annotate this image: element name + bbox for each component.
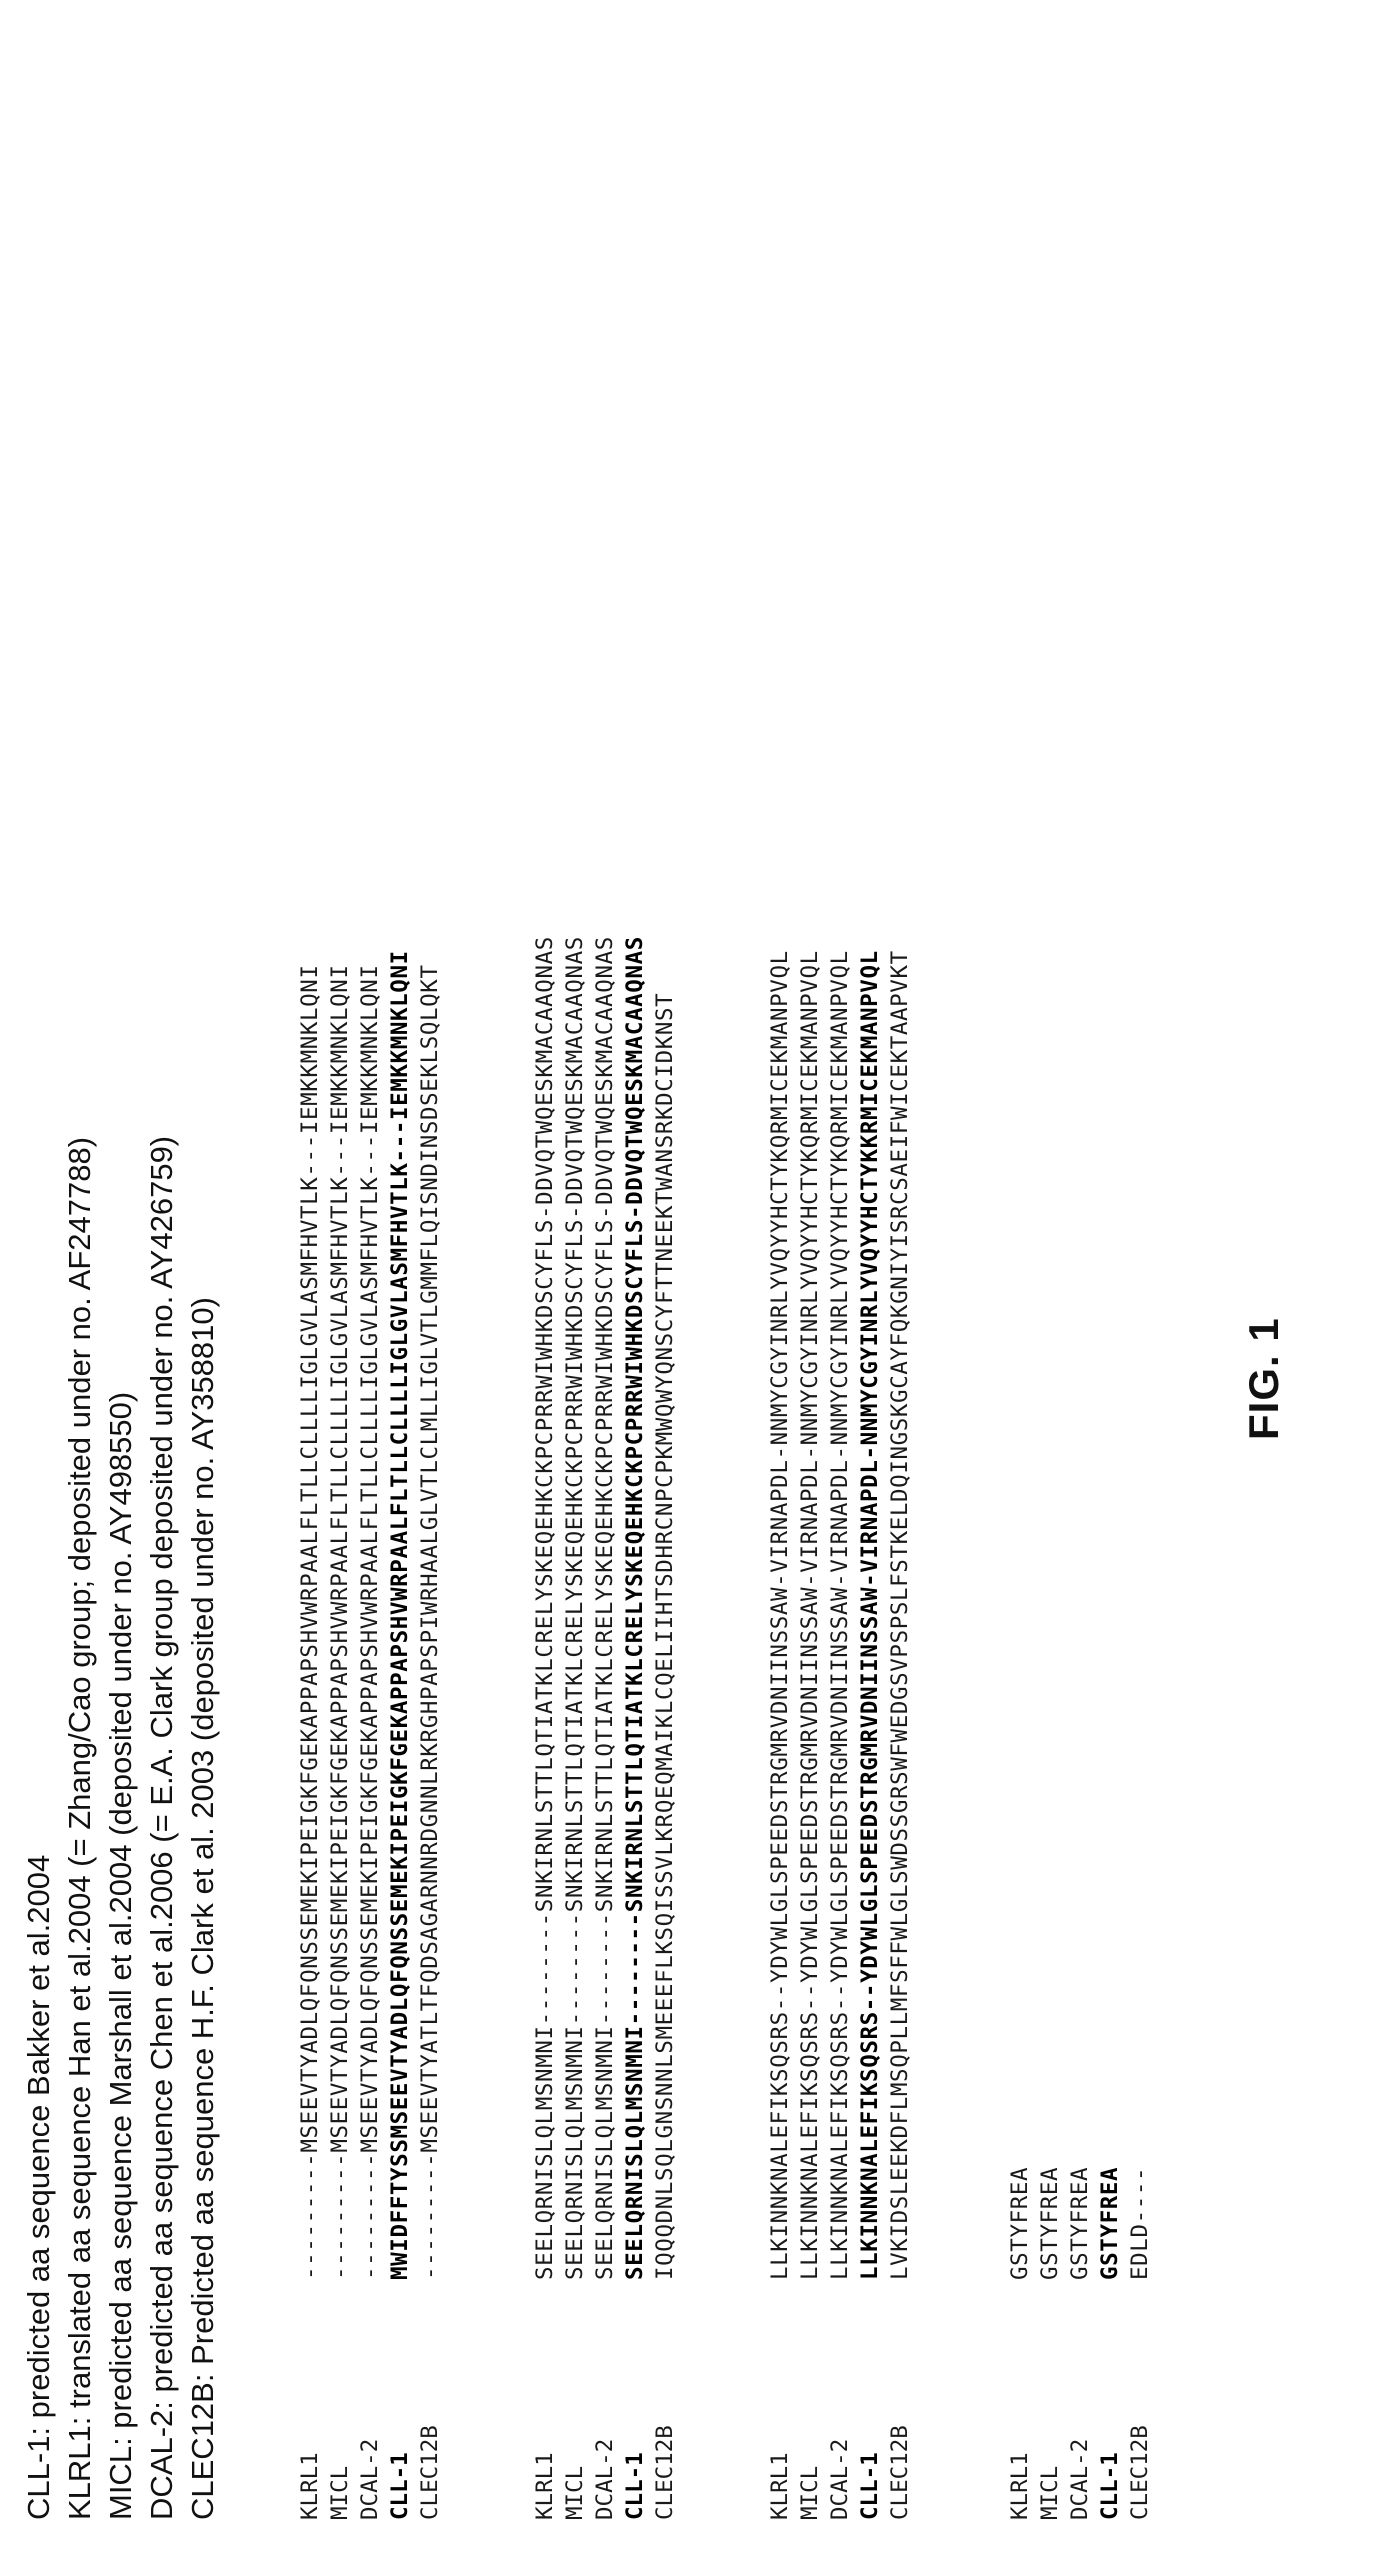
alignment-row: [1035, 40, 1065, 2520]
sequence-residues: LLKINNKNALEFIKSQSRS--YDYWLGLSPEEDSTRGMRVDNIINSSAW-VIRNAPDL-NNMYCGYINRLYVQYYHCTYKKRMICEKMANPVQL: [857, 950, 883, 2280]
sequence-residues: ---------MSEEVTYADLQFQNSSEMEKIPEIGKFGEKAPPAPSHVWRPAALFLTLLCLLLLIGLGVLASMFHVTLK---IEMKKMNKLQNI: [297, 964, 323, 2280]
sequence-name: DCAL-2: [1067, 2438, 1093, 2520]
sequence-residues: GSTYFREA: [1097, 2166, 1123, 2280]
alignment-row: [590, 40, 620, 2520]
sequence-residues: LLKINNKNALEFIKSQSRS--YDYWLGLSPEEDSTRGMRVDNIINSSAW-VIRNAPDL-NNMYCGYINRLYVQYYHCTYKQRMICEKMANPVQL: [827, 950, 853, 2280]
alignment-row-highlighted: [1095, 40, 1125, 2520]
alignment-block-1: [295, 40, 445, 2520]
sequence-name: CLL-1: [1097, 2452, 1123, 2520]
alignment-block-2: [530, 40, 680, 2520]
legend-line-klrl1: KLRL1: translated aa sequence Han et al.2004 (= Zhang/Cao group; deposited under no. AF247788): [62, 1136, 97, 2520]
legend-line-dcal2: DCAL-2: predicted aa sequence Chen et al.2006 (= E.A. Clark group deposited under no. AY426759): [144, 1135, 179, 2520]
alignment-row: [355, 40, 385, 2520]
sequence-residues: LLKINNKNALEFIKSQSRS--YDYWLGLSPEEDSTRGMRVDNIINSSAW-VIRNAPDL-NNMYCGYINRLYVQYYHCTYKQRMICEKMANPVQL: [767, 950, 793, 2280]
alignment-row: [1125, 40, 1155, 2520]
sequence-residues: LVKIDSLEEKDFLMSQPLLMFSFFWLGLSWDSSGRSWFWEDGSVPSPSLFSTKELDQINGSKGCAYFQKGNIYISRCSAEIFWICEKTAAPVKT: [887, 950, 913, 2280]
alignment-row-highlighted: [855, 40, 885, 2520]
sequence-residues: LLKINNKNALEFIKSQSRS--YDYWLGLSPEEDSTRGMRVDNIINSSAW-VIRNAPDL-NNMYCGYINRLYVQYYHCTYKQRMICEKMANPVQL: [797, 950, 823, 2280]
sequence-name: DCAL-2: [357, 2438, 383, 2520]
sequence-name: MICL: [1037, 2465, 1063, 2520]
sequence-residues: SEELQRNISLQLMSNMNI--------SNKIRNLSTTLQTIATKLCRELYSKEQEHKCKPCPRRWIWHKDSCYFLS-DDVQTWQESKMACAAQNAS: [532, 936, 558, 2280]
alignment-row: [530, 40, 560, 2520]
sequence-residues: GSTYFREA: [1007, 2166, 1033, 2280]
sequence-residues: SEELQRNISLQLMSNMNI--------SNKIRNLSTTLQTIATKLCRELYSKEQEHKCKPCPRRWIWHKDSCYFLS-DDVQTWQESKMACAAQNAS: [622, 936, 648, 2280]
alignment-row: [650, 40, 680, 2520]
alignment-row: [325, 40, 355, 2520]
sequence-residues: IQQQDNLSQLGNSNNLSMEEEFLKSQISSVLKRQEQMAIKLCQELIIHTSDHRCNPCPKMWQWYQNSCYFTTNEEKTWANSRKDCIDKNST: [652, 992, 678, 2280]
sequence-residues: SEELQRNISLQLMSNMNI--------SNKIRNLSTTLQTIATKLCRELYSKEQEHKCKPCPRRWIWHKDSCYFLS-DDVQTWQESKMACAAQNAS: [562, 936, 588, 2280]
sequence-name: CLL-1: [387, 2452, 413, 2520]
sequence-residues: ---------MSEEVTYATLTFQDSAGARNNRDGNNLRKRGHPAPSPIWRHAALGLVTLCLMLLIGLVTLGMMFLQISNDINSDSEKLSQLQKT: [417, 964, 443, 2280]
alignment-row: [825, 40, 855, 2520]
sequence-name: CLL-1: [857, 2452, 883, 2520]
figure-label: FIG. 1: [1240, 1317, 1287, 1440]
alignment-row: [1065, 40, 1095, 2520]
alignment-row: [1005, 40, 1035, 2520]
sequence-name: CLEC12B: [887, 2425, 913, 2520]
sequence-name: KLRL1: [297, 2452, 323, 2520]
sequence-legend: [18, 40, 223, 2520]
alignment-row: [560, 40, 590, 2520]
sequence-name: CLEC12B: [417, 2425, 443, 2520]
sequence-residues: ---------MSEEVTYADLQFQNSSEMEKIPEIGKFGEKAPPAPSHVWRPAALFLTLLCLLLLIGLGVLASMFHVTLK---IEMKKMNKLQNI: [327, 964, 353, 2280]
sequence-name: CLEC12B: [652, 2425, 678, 2520]
sequence-residues: EDLD----: [1127, 2166, 1153, 2280]
sequence-residues: MWIDFFTYSSMSEEVTYADLQFQNSSEMEKIPEIGKFGEKAPPAPSHVWRPAALFLTLLCLLLLIGLGVLASMFHVTLK---IEMKKMNKLQNI: [387, 950, 413, 2280]
alignment-block-3: [765, 40, 915, 2520]
sequence-name: MICL: [327, 2465, 353, 2520]
sequence-name: KLRL1: [532, 2452, 558, 2520]
sequence-name: KLRL1: [1007, 2452, 1033, 2520]
sequence-name: CLEC12B: [1127, 2425, 1153, 2520]
sequence-residues: SEELQRNISLQLMSNMNI--------SNKIRNLSTTLQTIATKLCRELYSKEQEHKCKPCPRRWIWHKDSCYFLS-DDVQTWQESKMACAAQNAS: [592, 936, 618, 2280]
legend-line-micl: MICL: predicted aa sequence Marshall et al.2004 (deposited under no. AY498550): [103, 1391, 138, 2520]
alignment-row: [885, 40, 915, 2520]
alignment-block-4: [1005, 40, 1155, 2520]
alignment-row: [795, 40, 825, 2520]
sequence-residues: GSTYFREA: [1067, 2166, 1093, 2280]
alignment-row-highlighted: [620, 40, 650, 2520]
sequence-name: DCAL-2: [592, 2438, 618, 2520]
sequence-residues: GSTYFREA: [1037, 2166, 1063, 2280]
alignment-row: [415, 40, 445, 2520]
sequence-name: MICL: [562, 2465, 588, 2520]
sequence-name: MICL: [797, 2465, 823, 2520]
alignment-row: [765, 40, 795, 2520]
legend-line-cll1: CLL-1: predicted aa sequence Bakker et al.2004: [21, 1854, 56, 2520]
sequence-residues: ---------MSEEVTYADLQFQNSSEMEKIPEIGKFGEKAPPAPSHVWRPAALFLTLLCLLLLIGLGVLASMFHVTLK---IEMKKMNKLQNI: [357, 964, 383, 2280]
alignment-row-highlighted: [385, 40, 415, 2520]
sequence-name: DCAL-2: [827, 2438, 853, 2520]
alignment-row: [295, 40, 325, 2520]
sequence-name: KLRL1: [767, 2452, 793, 2520]
legend-line-clec12b: CLEC12B: Predicted aa sequence H.F. Clark et al. 2003 (deposited under no. AY358810): [185, 1297, 220, 2520]
sequence-name: CLL-1: [622, 2452, 648, 2520]
